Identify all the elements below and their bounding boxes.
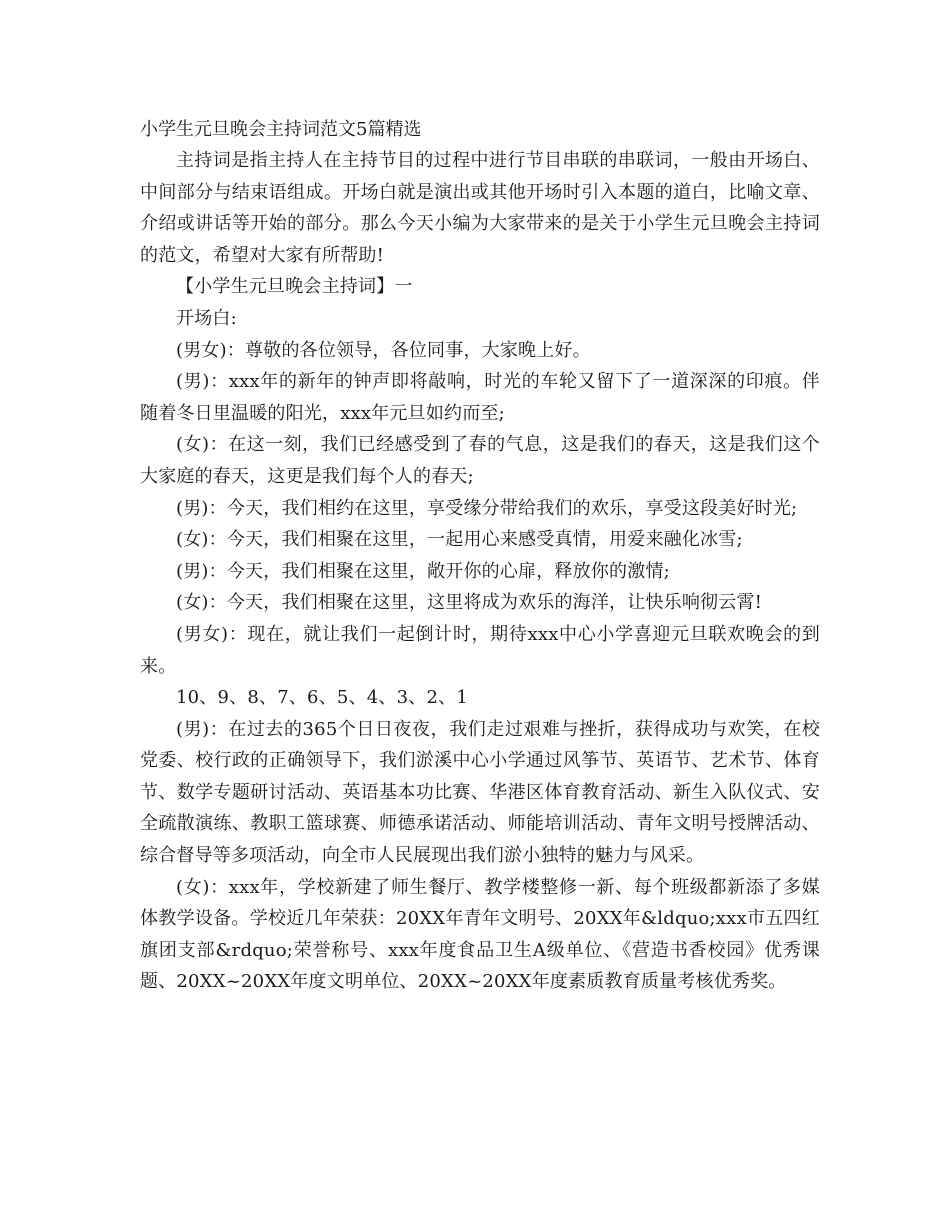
script-line: (男女)：现在，就让我们一起倒计时，期待xxx中心小学喜迎元旦联欢晚会的到来。 bbox=[140, 623, 820, 677]
script-line: (男)：今天，我们相约在这里，享受缘分带给我们的欢乐，享受这段美好时光; bbox=[176, 497, 798, 519]
script-line: (女)：xxx年，学校新建了师生餐厅、教学楼整修一新、每个班级都新添了多媒体教学设备。学校近几年荣获：20XX年青年文明号、20XX年&ldquo;xxx市五四红旗团支部&rdquo;荣誉称号、xxx年度食品卫生A级单位、《营造书香校园》优秀课题、20XX~20XX年度文明单位、20XX~20XX年度素质教育质量考核优秀奖。 bbox=[140, 876, 820, 993]
script-line: (男)：今天，我们相聚在这里，敞开你的心扉，释放你的激情; bbox=[176, 560, 670, 582]
script-line: (男)：在过去的365个日日夜夜，我们走过艰难与挫折，获得成功与欢笑，在校党委、校行政的正确领导下，我们淤溪中心小学通过风筝节、英语节、艺术节、体育节、数学专题研讨活动、英语基本功比赛、华港区体育教育活动、新生入队仪式、安全疏散演练、教职工篮球赛、师德承诺活动、师能培训活动、青年文明号授牌活动、综合督导等多项活动，向全市人民展现出我们淤小独特的魅力与风采。 bbox=[140, 718, 820, 867]
script-line: (男)：xxx年的新年的钟声即将敲响，时光的车轮又留下了一道深深的印痕。伴随着冬日里温暖的阳光，xxx年元旦如约而至; bbox=[140, 371, 820, 424]
script-line: (女)：今天，我们相聚在这里，一起用心来感受真情，用爱来融化冰雪; bbox=[176, 529, 743, 551]
countdown-line: 10、9、8、7、6、5、4、3、2、1 bbox=[176, 687, 468, 709]
script-line: (女)：在这一刻，我们已经感受到了春的气息，这是我们的春天，这是我们这个大家庭的春天，这更是我们每个人的春天; bbox=[140, 434, 820, 487]
script-line: (女)：今天，我们相聚在这里，这里将成为欢乐的海洋，让快乐响彻云霄! bbox=[176, 592, 763, 614]
intro-paragraph: 主持词是指主持人在主持节目的过程中进行节目串联的串联词，一般由开场白、中间部分与结束语组成。开场白就是演出或其他开场时引入本题的道白，比喻文章、介绍或讲话等开始的部分。那么今天小编为大家带来的是关于小学生元旦晚会主持词的范文，希望对大家有所帮助! bbox=[140, 150, 820, 266]
opening-label: 开场白: bbox=[176, 307, 237, 329]
document-body bbox=[140, 114, 820, 998]
section-heading: 【小学生元旦晚会主持词】一 bbox=[176, 276, 413, 298]
document-title: 小学生元旦晚会主持词范文5篇精选 bbox=[140, 119, 422, 140]
script-line: (男女)：尊敬的各位领导，各位同事，大家晚上好。 bbox=[176, 339, 591, 361]
